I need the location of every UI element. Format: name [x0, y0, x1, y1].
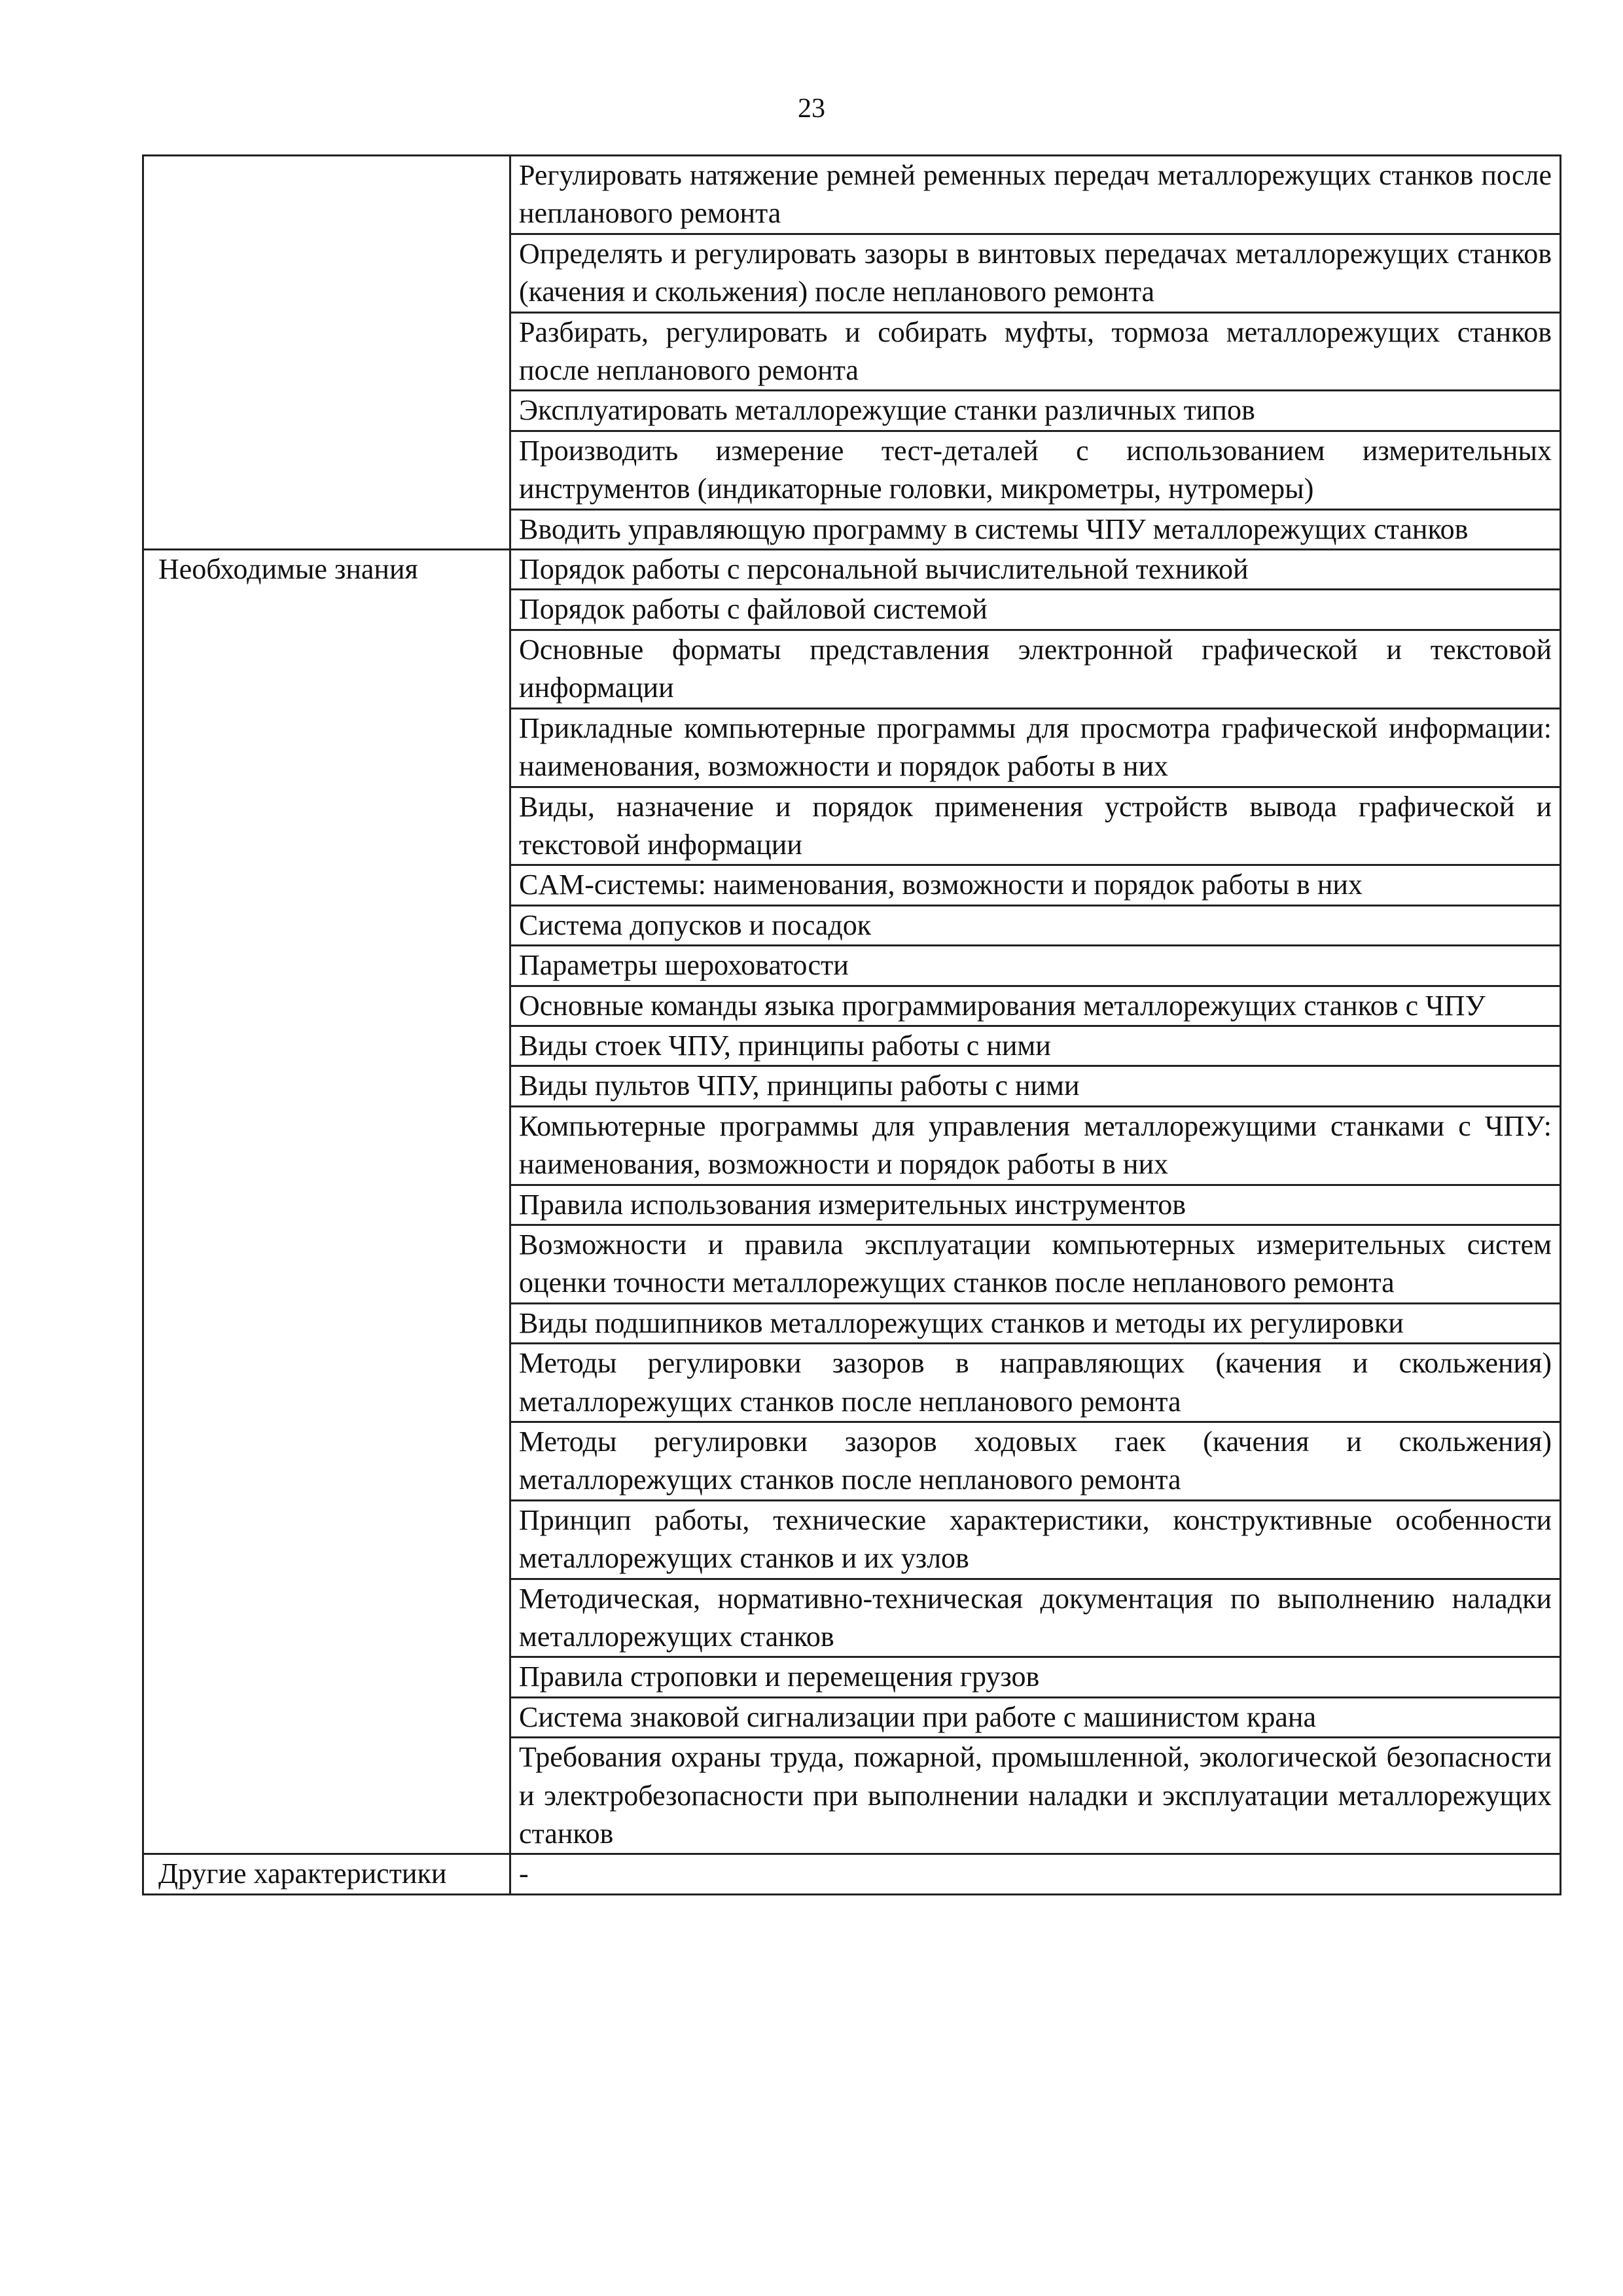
row-content-cell: Виды пультов ЧПУ, принципы работы с ними — [510, 1066, 1561, 1106]
row-content-cell: Методическая, нормативно-техническая документация по выполнению наладки металлорежущих станков — [510, 1579, 1561, 1657]
row-content-cell: Производить измерение тест-деталей с использованием измерительных инструментов (индикаторные головки, микрометры, нутромеры) — [510, 431, 1561, 509]
row-content-cell: Правила использования измерительных инструментов — [510, 1185, 1561, 1225]
row-content-cell: Виды, назначение и порядок применения устройств вывода графической и текстовой информации — [510, 787, 1561, 865]
row-content-cell: Виды подшипников металлорежущих станков и методы их регулировки — [510, 1303, 1561, 1343]
row-content-cell: Возможности и правила эксплуатации компьютерных измерительных систем оценки точности металлорежущих станков после непланового ремонта — [510, 1225, 1561, 1303]
row-content-cell: Вводить управляющую программу в системы ЧПУ металлорежущих станков — [510, 509, 1561, 549]
requirements-table — [142, 154, 1561, 1895]
row-content-cell: Определять и регулировать зазоры в винтовых передачах металлорежущих станков (качения и скольжения) после непланового ремонта — [510, 234, 1561, 312]
row-content-cell: Эксплуатировать металлорежущие станки различных типов — [510, 391, 1561, 431]
table-row — [143, 1854, 1561, 1894]
page-number: 23 — [798, 94, 825, 124]
row-content-cell: Порядок работы с персональной вычислительной техникой — [510, 550, 1561, 590]
row-content-cell: Система допусков и посадок — [510, 905, 1561, 945]
row-content-cell: Разбирать, регулировать и собирать муфты, тормоза металлорежущих станков после непланового ремонта — [510, 312, 1561, 391]
row-content-cell: Требования охраны труда, пожарной, промышленной, экологической безопасности и электробезопасности при выполнении наладки и эксплуатации металлорежущих станков — [510, 1738, 1561, 1854]
row-content-cell: Основные команды языка программирования металлорежущих станков с ЧПУ — [510, 986, 1561, 1026]
row-content-cell: Принцип работы, технические характеристики, конструктивные особенности металлорежущих станков и их узлов — [510, 1500, 1561, 1579]
required-knowledge-label: Необходимые знания — [143, 550, 510, 1854]
row-content-cell: CAM-системы: наименования, возможности и порядок работы в них — [510, 865, 1561, 905]
row-content-cell: Параметры шероховатости — [510, 946, 1561, 986]
row-content-cell: Порядок работы с файловой системой — [510, 590, 1561, 630]
row-content-cell: Методы регулировки зазоров в направляющих (качения и скольжения) металлорежущих станков после непланового ремонта — [510, 1344, 1561, 1422]
row-content-cell: Основные форматы представления электронной графической и текстовой информации — [510, 630, 1561, 708]
row-content-cell: Правила строповки и перемещения грузов — [510, 1657, 1561, 1697]
table-row — [143, 550, 1561, 590]
row-content-cell: - — [510, 1854, 1561, 1894]
other-characteristics-label: Другие характеристики — [143, 1854, 510, 1894]
row-content-cell: Прикладные компьютерные программы для просмотра графической информации: наименования, возможности и порядок работы в них — [510, 708, 1561, 787]
row-content-cell: Регулировать натяжение ремней ременных передач металлорежущих станков после непланового ремонта — [510, 156, 1561, 234]
row-content-cell: Виды стоек ЧПУ, принципы работы с ними — [510, 1026, 1561, 1066]
row-content-cell: Система знаковой сигнализации при работе с машинистом крана — [510, 1697, 1561, 1737]
table-row — [143, 156, 1561, 234]
row-label-cell — [143, 156, 510, 550]
row-content-cell: Методы регулировки зазоров ходовых гаек (качения и скольжения) металлорежущих станков после непланового ремонта — [510, 1422, 1561, 1501]
row-content-cell: Компьютерные программы для управления металлорежущими станками с ЧПУ: наименования, возможности и порядок работы в них — [510, 1106, 1561, 1185]
